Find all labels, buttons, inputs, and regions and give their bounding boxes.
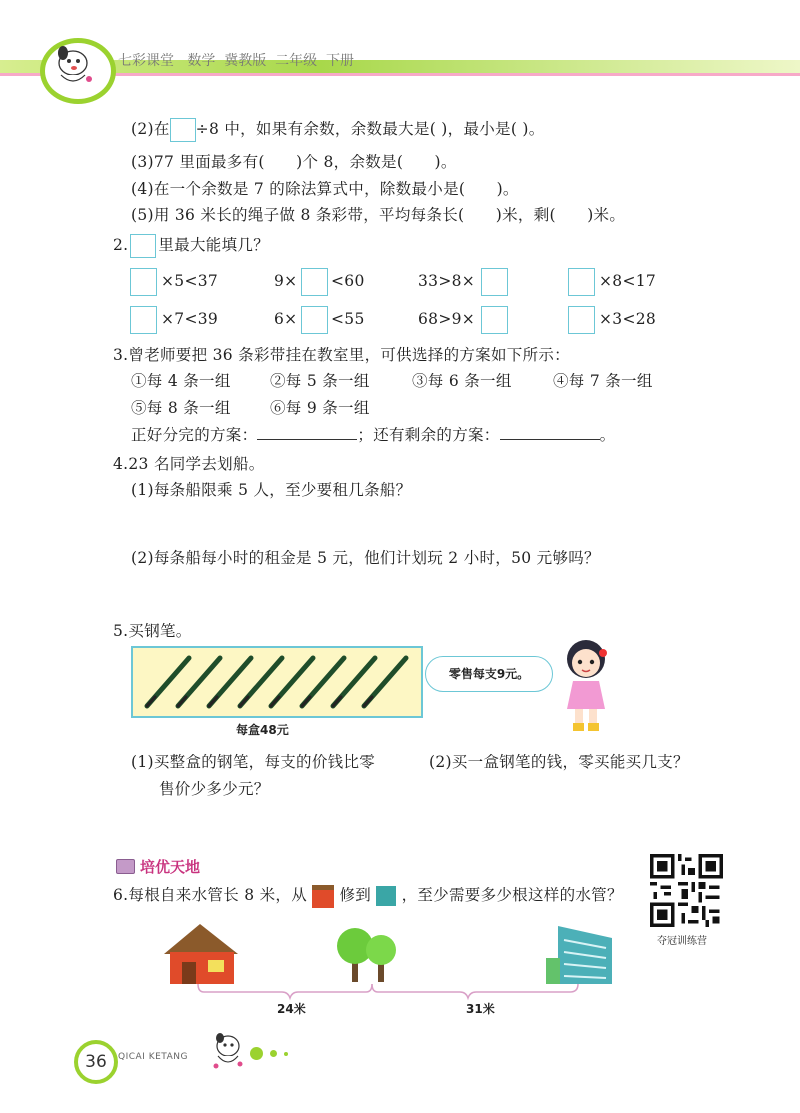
answer-box[interactable]: [568, 268, 595, 296]
q2-expr: ×7<39: [161, 310, 219, 328]
q3-option: ③每 6 条一组: [412, 372, 512, 390]
q3-answer-line: 正好分完的方案： ；还有剩余的方案： 。: [131, 426, 616, 444]
q1-part5: (5)用 36 米长的绳子做 8 条彩带，平均每条长( )米，剩( )米。: [131, 206, 626, 224]
q3-option: ②每 5 条一组: [270, 372, 370, 390]
q2-expr: 33>8×: [418, 272, 476, 290]
page-number: 36: [85, 1052, 107, 1072]
decorative-dots: [250, 1046, 310, 1062]
q3-option: ①每 4 条一组: [131, 372, 231, 390]
answer-box[interactable]: [130, 306, 157, 334]
speech-bubble: 零售每支9元。: [425, 656, 553, 692]
qr-label: 夺冠训练营: [657, 936, 707, 947]
mascot-icon: [45, 43, 101, 89]
briefcase-icon: [116, 859, 135, 874]
answer-box[interactable]: [170, 118, 196, 142]
answer-blank[interactable]: [257, 425, 357, 440]
mascot-icon: [206, 1030, 250, 1074]
q6-illustration: [160, 918, 640, 1018]
building-icon: [546, 926, 612, 984]
pen-box: [131, 646, 423, 718]
answer-blank[interactable]: [500, 425, 600, 440]
distance-label: 24米: [277, 1002, 306, 1016]
q3-option: ⑥每 9 条一组: [270, 399, 370, 417]
q4-part2: (2)每条船每小时的租金是 5 元，他们计划玩 2 小时，50 元够吗？: [131, 549, 600, 567]
q3-title: 3.曾老师要把 36 条彩带挂在教室里，可供选择的方案如下所示：: [113, 346, 570, 364]
q2-expr: <55: [331, 310, 365, 328]
answer-box[interactable]: [301, 306, 328, 334]
qr-code-icon: [650, 854, 723, 927]
q2-title: 2. 里最大能填几？: [113, 233, 269, 258]
footer-brand: QICAI KETANG: [118, 1052, 188, 1062]
distance-label: 31米: [466, 1002, 495, 1016]
header-logo: [40, 38, 116, 104]
answer-box[interactable]: [568, 306, 595, 334]
q1-part4: (4)在一个余数是 7 的除法算式中，除数最小是( )。: [131, 180, 519, 198]
answer-box[interactable]: [301, 268, 328, 296]
q3-option: ④每 7 条一组: [553, 372, 653, 390]
house-icon: [312, 885, 334, 908]
girl-illustration: [553, 635, 619, 735]
answer-box[interactable]: [481, 268, 508, 296]
q2-expr: ×8<17: [599, 272, 657, 290]
q5-part1-line2: 售价少多少元？: [159, 780, 270, 798]
q6-question: 6.每根自来水管长 8 米，从 修到 ，至少需要多少根这样的水管？: [113, 883, 623, 908]
answer-box[interactable]: [481, 306, 508, 334]
building-icon: [376, 886, 396, 906]
q2-expr: ×3<28: [599, 310, 657, 328]
q5-part1-line1: (1)买整盒的钢笔，每支的价钱比零: [131, 753, 376, 771]
section-title: 培优天地: [140, 858, 201, 876]
q2-expr: 6×: [274, 310, 298, 328]
pen-box-caption: 每盒48元: [236, 723, 289, 737]
footer-mascot: [206, 1030, 250, 1074]
answer-box[interactable]: [130, 268, 157, 296]
header-title: 七彩课堂 数学 冀教版 二年级 下册: [118, 53, 355, 69]
qr-code[interactable]: [650, 854, 723, 927]
q2-expr: <60: [331, 272, 365, 290]
girl-icon: [553, 635, 619, 735]
q2-expr: ×5<37: [161, 272, 219, 290]
answer-box: [130, 234, 156, 258]
tree-icon: [337, 928, 396, 982]
q2-expr: 68>9×: [418, 310, 476, 328]
q2-expr: 9×: [274, 272, 298, 290]
q1-part3: (3)77 里面最多有( )个 8，余数是( )。: [131, 153, 457, 171]
q5-title: 5.买钢笔。: [113, 622, 192, 640]
route-illustration: [160, 918, 640, 1018]
pens-illustration: [133, 648, 421, 716]
q4-part1: (1)每条船限乘 5 人，至少要租几条船？: [131, 481, 412, 499]
page-number-badge: [74, 1040, 118, 1084]
q5-part2: (2)买一盒钢笔的钱，零买能买几支？: [429, 753, 689, 771]
q4-title: 4.23 名同学去划船。: [113, 455, 265, 473]
house-icon: [164, 924, 238, 984]
q1-part2: (2)在 ÷8 中，如果有余数，余数最大是( )，最小是( )。: [131, 117, 545, 142]
q3-option: ⑤每 8 条一组: [131, 399, 231, 417]
